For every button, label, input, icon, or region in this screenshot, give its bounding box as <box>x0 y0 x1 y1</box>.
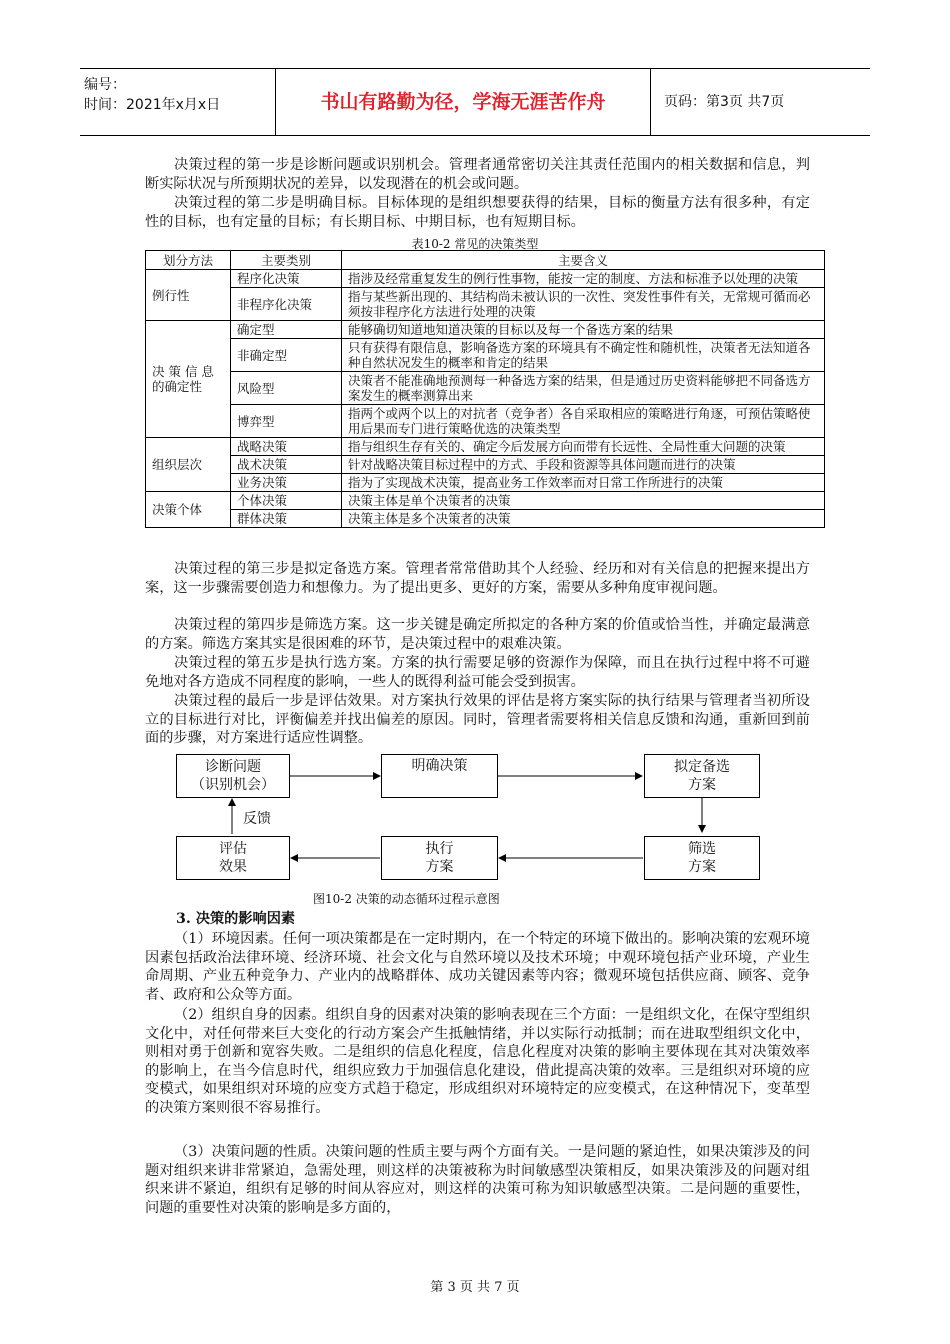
table-type-cell: 风险型 <box>231 372 342 405</box>
table-meaning-cell: 只有获得有限信息，影响备选方案的环境具有不确定性和随机性，决策者无法知道各种自然状况发生的概率和肯定的结果 <box>342 339 825 372</box>
section-heading: 3. 决策的影响因素 <box>176 911 296 927</box>
feedback-label: 反馈 <box>243 811 271 827</box>
paragraph-step4: 决策过程的第四步是筛选方案。这一步关键是确定所拟定的各种方案的价值或恰当性，并确定最满意的方案。筛选方案其实是很困难的环节，是决策过程中的艰难决策。 <box>145 617 810 652</box>
table-meaning-cell: 决策主体是单个决策者的决策 <box>342 492 825 510</box>
table-category-cell: 例行性 <box>146 270 231 321</box>
paragraph-step1: 决策过程的第一步是诊断问题或识别机会。管理者通常密切关注其责任范围内的相关数据和信息，判断实际状况与所预期状况的差异，以发现潜在的机会或问题。 <box>145 157 810 192</box>
number-label: 编号： <box>84 77 126 93</box>
node-draft: 拟定备选 方案 <box>644 754 760 798</box>
node-goal: 明确决策 <box>381 754 498 798</box>
paragraph-step2: 决策过程的第二步是明确目标。目标体现的是组织想要获得的结果，目标的衡量方法有很多种，有定性的目标，也有定量的目标；有长期目标、中期目标，也有短期目标。 <box>145 195 810 230</box>
motto: 书山有路勤为径，学海无涯苦作舟 <box>276 69 651 135</box>
table-meaning-cell: 指两个或两个以上的对抗者（竞争者）各自采取相应的策略进行角逐，可预估策略使用后果而专门进行策略优选的决策类型 <box>342 405 825 438</box>
table-category-cell: 决 策 信 息的确定性 <box>146 321 231 438</box>
paragraph-step3: 决策过程的第三步是拟定备选方案。管理者常常借助其个人经验、经历和对有关信息的把握来提出方案，这一步骤需要创造力和想像力。为了提出更多、更好的方案，需要从多种角度审视问题。 <box>145 561 810 596</box>
table-meaning-cell: 指涉及经常重复发生的例行性事物，能按一定的制度、方法和标准予以处理的决策 <box>342 270 825 288</box>
table-type-cell: 战术决策 <box>231 456 342 474</box>
factor-organization: （2）组织自身的因素。组织自身的因素对决策的影响表现在三个方面：一是组织文化，在保守型组织文化中，对任何带来巨大变化的行动方案会产生抵触情绪，并以实际行动抵制；而在进取型组织文化中，则相对勇于创新和宽容失败。二是组织的信息化程度，信息化程度对决策的影响主要体现在其对决策效率的影响上，在当今信息时代，组织应致力于加强信息化建设，借此提高决策的效率。三是组织对环境的应变模式，如果组织对环境的应变方式趋于稳定，形成组织对环境特定的应变模式，在这种情况下，变革型的决策方案则很不容易推行。 <box>145 1007 810 1116</box>
node-execute: 执行 方案 <box>381 836 498 880</box>
paragraph-step6: 决策过程的最后一步是评估效果。对方案执行效果的评估是将方案实际的执行结果与管理者当初所设立的目标进行对比，评衡偏差并找出偏差的原因。同时，管理者需要将相关信息反馈和沟通，重新回到前面的步骤，对方案进行适应性调整。 <box>145 693 810 746</box>
table-meaning-cell: 指与某些新出现的、其结构尚未被认识的一次性、突发性事件有关，无常规可循而必须按非程序化方法进行处理的决策 <box>342 288 825 321</box>
table-meaning-cell: 能够确切知道地知道决策的目标以及每一个备选方案的结果 <box>342 321 825 339</box>
table-meaning-cell: 针对战略决策目标过程中的方式、手段和资源等具体问题而进行的决策 <box>342 456 825 474</box>
table-meaning-cell: 指与组织生存有关的、确定今后发展方向而带有长远性、全局性重大问题的决策 <box>342 438 825 456</box>
page-label: 页码：第3页 共7页 <box>664 94 785 110</box>
table-meaning-cell: 决策者不能准确地预测每一种备选方案的结果，但是通过历史资料能够把不同备选方案发生的概率测算出来 <box>342 372 825 405</box>
table-meaning-cell: 决策主体是多个决策者的决策 <box>342 510 825 528</box>
node-diagnose: 诊断问题 （识别机会） <box>176 754 290 798</box>
table-type-cell: 个体决策 <box>231 492 342 510</box>
table-header-cell: 划分方法 <box>146 251 231 270</box>
table-type-cell: 确定型 <box>231 321 342 339</box>
table-category-cell: 组织层次 <box>146 438 231 492</box>
paragraph-step5: 决策过程的第五步是执行选方案。方案的执行需要足够的资源作为保障，而且在执行过程中将不可避免地对各方造成不同程度的影响，一些人的既得利益可能会受到损害。 <box>145 655 810 690</box>
time-label: 时间：2021年x月x日 <box>84 97 221 113</box>
table-header-cell: 主要类别 <box>231 251 342 270</box>
page-footer: 第 3 页 共 7 页 <box>430 1280 520 1295</box>
table-type-cell: 非确定型 <box>231 339 342 372</box>
factor-problem-nature: （3）决策问题的性质。决策问题的性质主要与两个方面有关。一是问题的紧迫性，如果决策涉及的问题对组织来讲非常紧迫，急需处理，则这样的决策被称为时间敏感型决策相反，如果决策涉及的问题对组织来讲不紧迫，组织有足够的时间从容应对，则这样的决策可称为知识敏感型决策。二是问题的重要性，问题的重要性对决策的影响是多方面的， <box>145 1144 810 1216</box>
table-category-cell: 决策个体 <box>146 492 231 528</box>
table-meaning-cell: 指为了实现战术决策，提高业务工作效率而对日常工作所进行的决策 <box>342 474 825 492</box>
node-select: 筛选 方案 <box>644 836 760 880</box>
table-type-cell: 业务决策 <box>231 474 342 492</box>
diagram-caption: 图10-2 决策的动态循环过程示意图 <box>313 892 500 906</box>
table-type-cell: 博弈型 <box>231 405 342 438</box>
table-header-cell: 主要含义 <box>342 251 825 270</box>
table-caption: 表10-2 常见的决策类型 <box>411 237 539 251</box>
table-type-cell: 非程序化决策 <box>231 288 342 321</box>
table-type-cell: 战略决策 <box>231 438 342 456</box>
table-type-cell: 程序化决策 <box>231 270 342 288</box>
factor-environment: （1）环境因素。任何一项决策都是在一定时期内，在一个特定的环境下做出的。影响决策的宏观环境因素包括政治法律环境、经济环境、社会文化与自然环境以及技术环境；中观环境包括产业环境，产业生命周期、产业五种竞争力、产业内的战略群体、成功关键因素等内容；微观环境包括供应商、顾客、竞争者、政府和公众等方面。 <box>145 931 810 1003</box>
table-type-cell: 群体决策 <box>231 510 342 528</box>
node-evaluate: 评估 效果 <box>176 836 290 880</box>
